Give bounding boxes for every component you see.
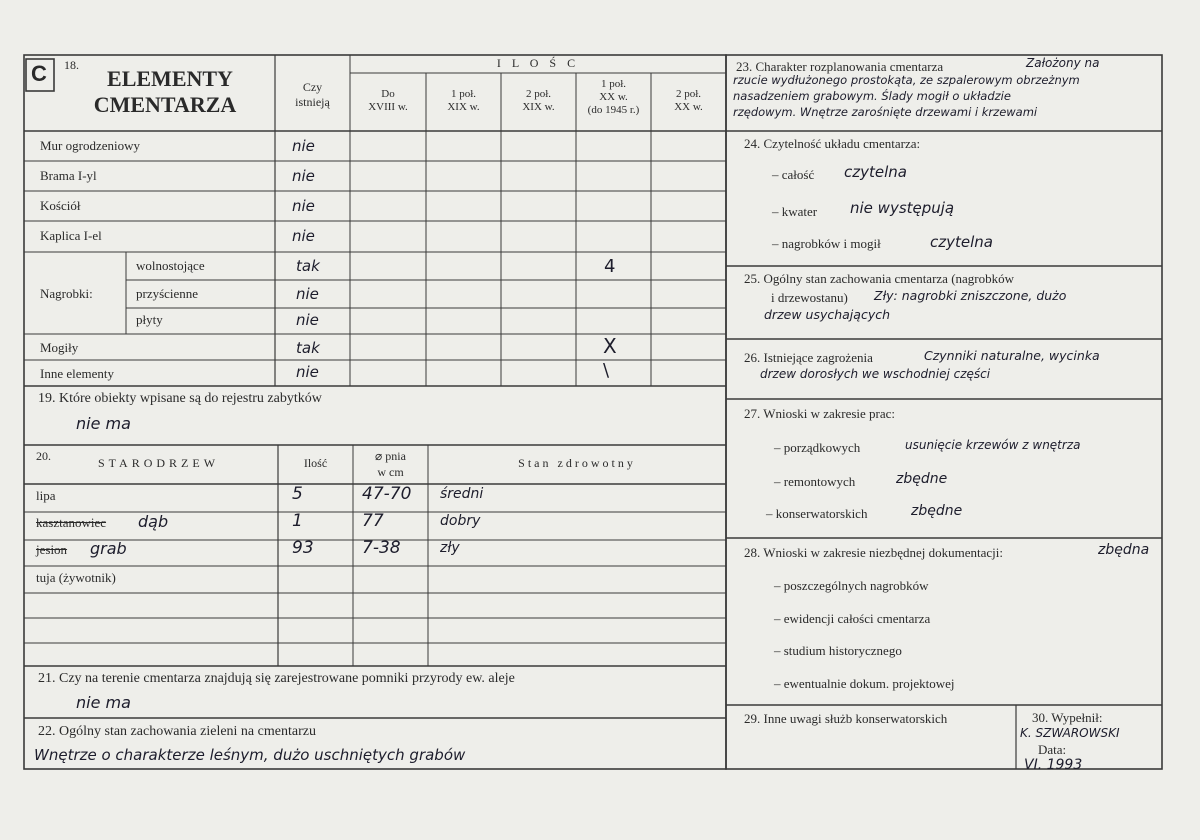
tree-correction: dąb <box>138 512 169 531</box>
tree-count: 93 <box>292 538 314 558</box>
nagrobki-row-exists: nie <box>296 285 319 303</box>
section-23-answer-line2: rzucie wydłużonego prostokąta, ze szpalerowym obrzeżnym <box>733 73 1080 87</box>
s27-remontowych-label: – remontowych <box>774 474 856 489</box>
col-pnia-line2: w cm <box>377 465 404 479</box>
nagrobki-row-label: przyścienne <box>136 286 199 301</box>
section-26-answer-line1: Czynniki naturalne, wycinka <box>924 348 1100 363</box>
tree-health: średni <box>440 486 484 502</box>
section-30-date-label: Data: <box>1038 742 1067 757</box>
section-29-label: 29. Inne uwagi służb konserwatorskich <box>744 711 948 726</box>
section-25-answer-line2: drzew usychających <box>764 307 891 322</box>
nagrobki-row-label: wolnostojące <box>136 258 205 273</box>
section-23-label: 23. Charakter rozplanowania cmentarza <box>736 59 944 74</box>
section-30-date: VI. 1993 <box>1024 757 1083 773</box>
inne-exists: nie <box>296 363 319 381</box>
tree-diameter: 47-70 <box>362 484 412 504</box>
section-18-number: 18. <box>64 58 79 72</box>
col-czy-line1: Czy <box>302 80 323 94</box>
period-col-4-l3: (do 1945 r.) <box>587 104 640 116</box>
tree-diameter: 77 <box>362 511 384 531</box>
period-col-2-l1: 1 poł. <box>450 88 477 100</box>
s27-konserwatorskich-answer: zbędne <box>911 503 963 519</box>
element-row-label: Kościół <box>40 198 81 213</box>
section-21-label: 21. Czy na terenie cmentarza znajdują się zarejestrowane pomniki przyrody ew. aleje <box>38 671 515 686</box>
s28-item-4: – ewentualnie dokum. projektowej <box>774 676 955 691</box>
nagrobki-label: Nagrobki: <box>40 286 93 301</box>
section-25-label-line2: i drzewostanu) <box>771 290 848 305</box>
section-30-name: K. SZWAROWSKI <box>1020 726 1120 740</box>
s27-porzadkowych-answer: usunięcie krzewów z wnętrza <box>905 438 1081 452</box>
section-28-label: 28. Wnioski w zakresie niezbędnej dokumentacji: <box>744 545 1003 560</box>
section-22-answer: Wnętrze o charakterze leśnym, dużo uschniętych grabów <box>34 746 466 764</box>
tree-health: dobry <box>440 513 481 529</box>
ilosc-header: I L O Ś C <box>496 56 580 70</box>
section-26-answer-line2: drzew dorosłych we wschodniej części <box>760 367 991 381</box>
s28-item-1: – poszczególnych nagrobków <box>774 578 929 593</box>
inne-count: \ <box>603 360 610 381</box>
s24-item-kwater-label: – kwater <box>772 204 818 219</box>
s24-item-nagrobkow-answer: czytelna <box>930 233 993 251</box>
s27-konserwatorskich-label: – konserwatorskich <box>766 506 868 521</box>
tree-name: tuja (żywotnik) <box>36 570 116 585</box>
section-25-label-line1: 25. Ogólny stan zachowania cmentarza (nagrobków <box>744 271 1015 286</box>
section-23-answer-line3: nasadzeniem grabowym. Ślady mogił o układzie <box>733 89 1011 103</box>
tree-name: kasztanowiec <box>36 515 107 530</box>
section-18-title-line1: ELEMENTY <box>107 66 233 91</box>
tree-count: 5 <box>292 484 303 504</box>
tree-name: jesion <box>36 542 68 557</box>
section-letter: C <box>31 61 47 86</box>
element-row-exists: nie <box>292 197 315 215</box>
element-row-exists: nie <box>292 227 315 245</box>
period-col-5-l1: 2 poł. <box>675 88 702 100</box>
section-23-answer-line1: Założony na <box>1026 56 1100 70</box>
col-stan-zdrowotny: Stan zdrowotny <box>518 456 636 470</box>
s24-item-calosc-answer: czytelna <box>844 163 907 181</box>
period-col-3-l2: XIX w. <box>522 101 555 113</box>
section-22-label: 22. Ogólny stan zachowania zieleni na cmentarzu <box>38 724 316 739</box>
mogily-label: Mogiły <box>40 340 79 355</box>
s27-porzadkowych-label: – porządkowych <box>774 440 861 455</box>
tree-correction: grab <box>90 539 127 558</box>
section-30-label: 30. Wypełnił: <box>1032 710 1103 725</box>
s28-item-2: – ewidencji całości cmentarza <box>774 611 931 626</box>
section-23-answer-line4: rzędowym. Wnętrze zarośnięte drzewami i krzewami <box>733 105 1038 119</box>
element-row-exists: nie <box>292 167 315 185</box>
section-20-number: 20. <box>36 449 51 463</box>
col-czy-line2: istnieją <box>295 95 330 109</box>
period-col-1-l1: Do <box>381 88 395 100</box>
section-26-label: 26. Istniejące zagrożenia <box>744 350 873 365</box>
period-col-4-l2: XX w. <box>599 91 628 103</box>
s24-item-nagrobkow-label: – nagrobków i mogił <box>772 236 881 251</box>
col-pnia-line1: ⌀ pnia <box>375 449 406 463</box>
period-col-5-l2: XX w. <box>674 101 703 113</box>
element-row-exists: nie <box>292 137 315 155</box>
nagrobki-row-count: 4 <box>604 256 616 277</box>
period-col-4-l1: 1 poł. <box>600 78 627 90</box>
element-row-label: Kaplica I-el <box>40 228 102 243</box>
period-col-1-l2: XVIII w. <box>368 101 408 113</box>
s24-item-kwater-answer: nie występują <box>850 199 955 217</box>
s28-item-3: – studium historycznego <box>774 643 902 658</box>
period-col-3-l1: 2 poł. <box>525 88 552 100</box>
nagrobki-row-label: płyty <box>136 312 163 327</box>
nagrobki-row-exists: tak <box>296 257 320 275</box>
s27-remontowych-answer: zbędne <box>896 471 948 487</box>
period-col-2-l2: XIX w. <box>447 101 480 113</box>
mogily-count: X <box>603 334 617 358</box>
tree-diameter: 7-38 <box>362 538 401 558</box>
section-27-label: 27. Wnioski w zakresie prac: <box>744 406 896 421</box>
starodrzew-header: STARODRZEW <box>98 456 220 470</box>
section-19-label: 19. Które obiekty wpisane są do rejestru zabytków <box>38 391 322 406</box>
inne-label: Inne elementy <box>40 366 114 381</box>
tree-count: 1 <box>292 511 303 531</box>
tree-name: lipa <box>36 488 56 503</box>
tree-health: zły <box>440 540 460 556</box>
section-28-answer: zbędna <box>1098 542 1150 558</box>
s24-item-calosc-label: – całość <box>772 167 815 182</box>
section-25-answer-line1: Zły: nagrobki zniszczone, dużo <box>874 288 1067 303</box>
mogily-exists: tak <box>296 339 320 357</box>
element-row-label: Brama I-yl <box>40 168 97 183</box>
col-ilosc: Ilość <box>303 456 328 470</box>
section-18-title-line2: CMENTARZA <box>93 92 237 117</box>
section-24-label: 24. Czytelność układu cmentarza: <box>744 136 921 151</box>
nagrobki-row-exists: nie <box>296 311 319 329</box>
element-row-label: Mur ogrodzeniowy <box>40 138 141 153</box>
section-19-answer: nie ma <box>76 414 131 433</box>
section-21-answer: nie ma <box>76 693 131 712</box>
